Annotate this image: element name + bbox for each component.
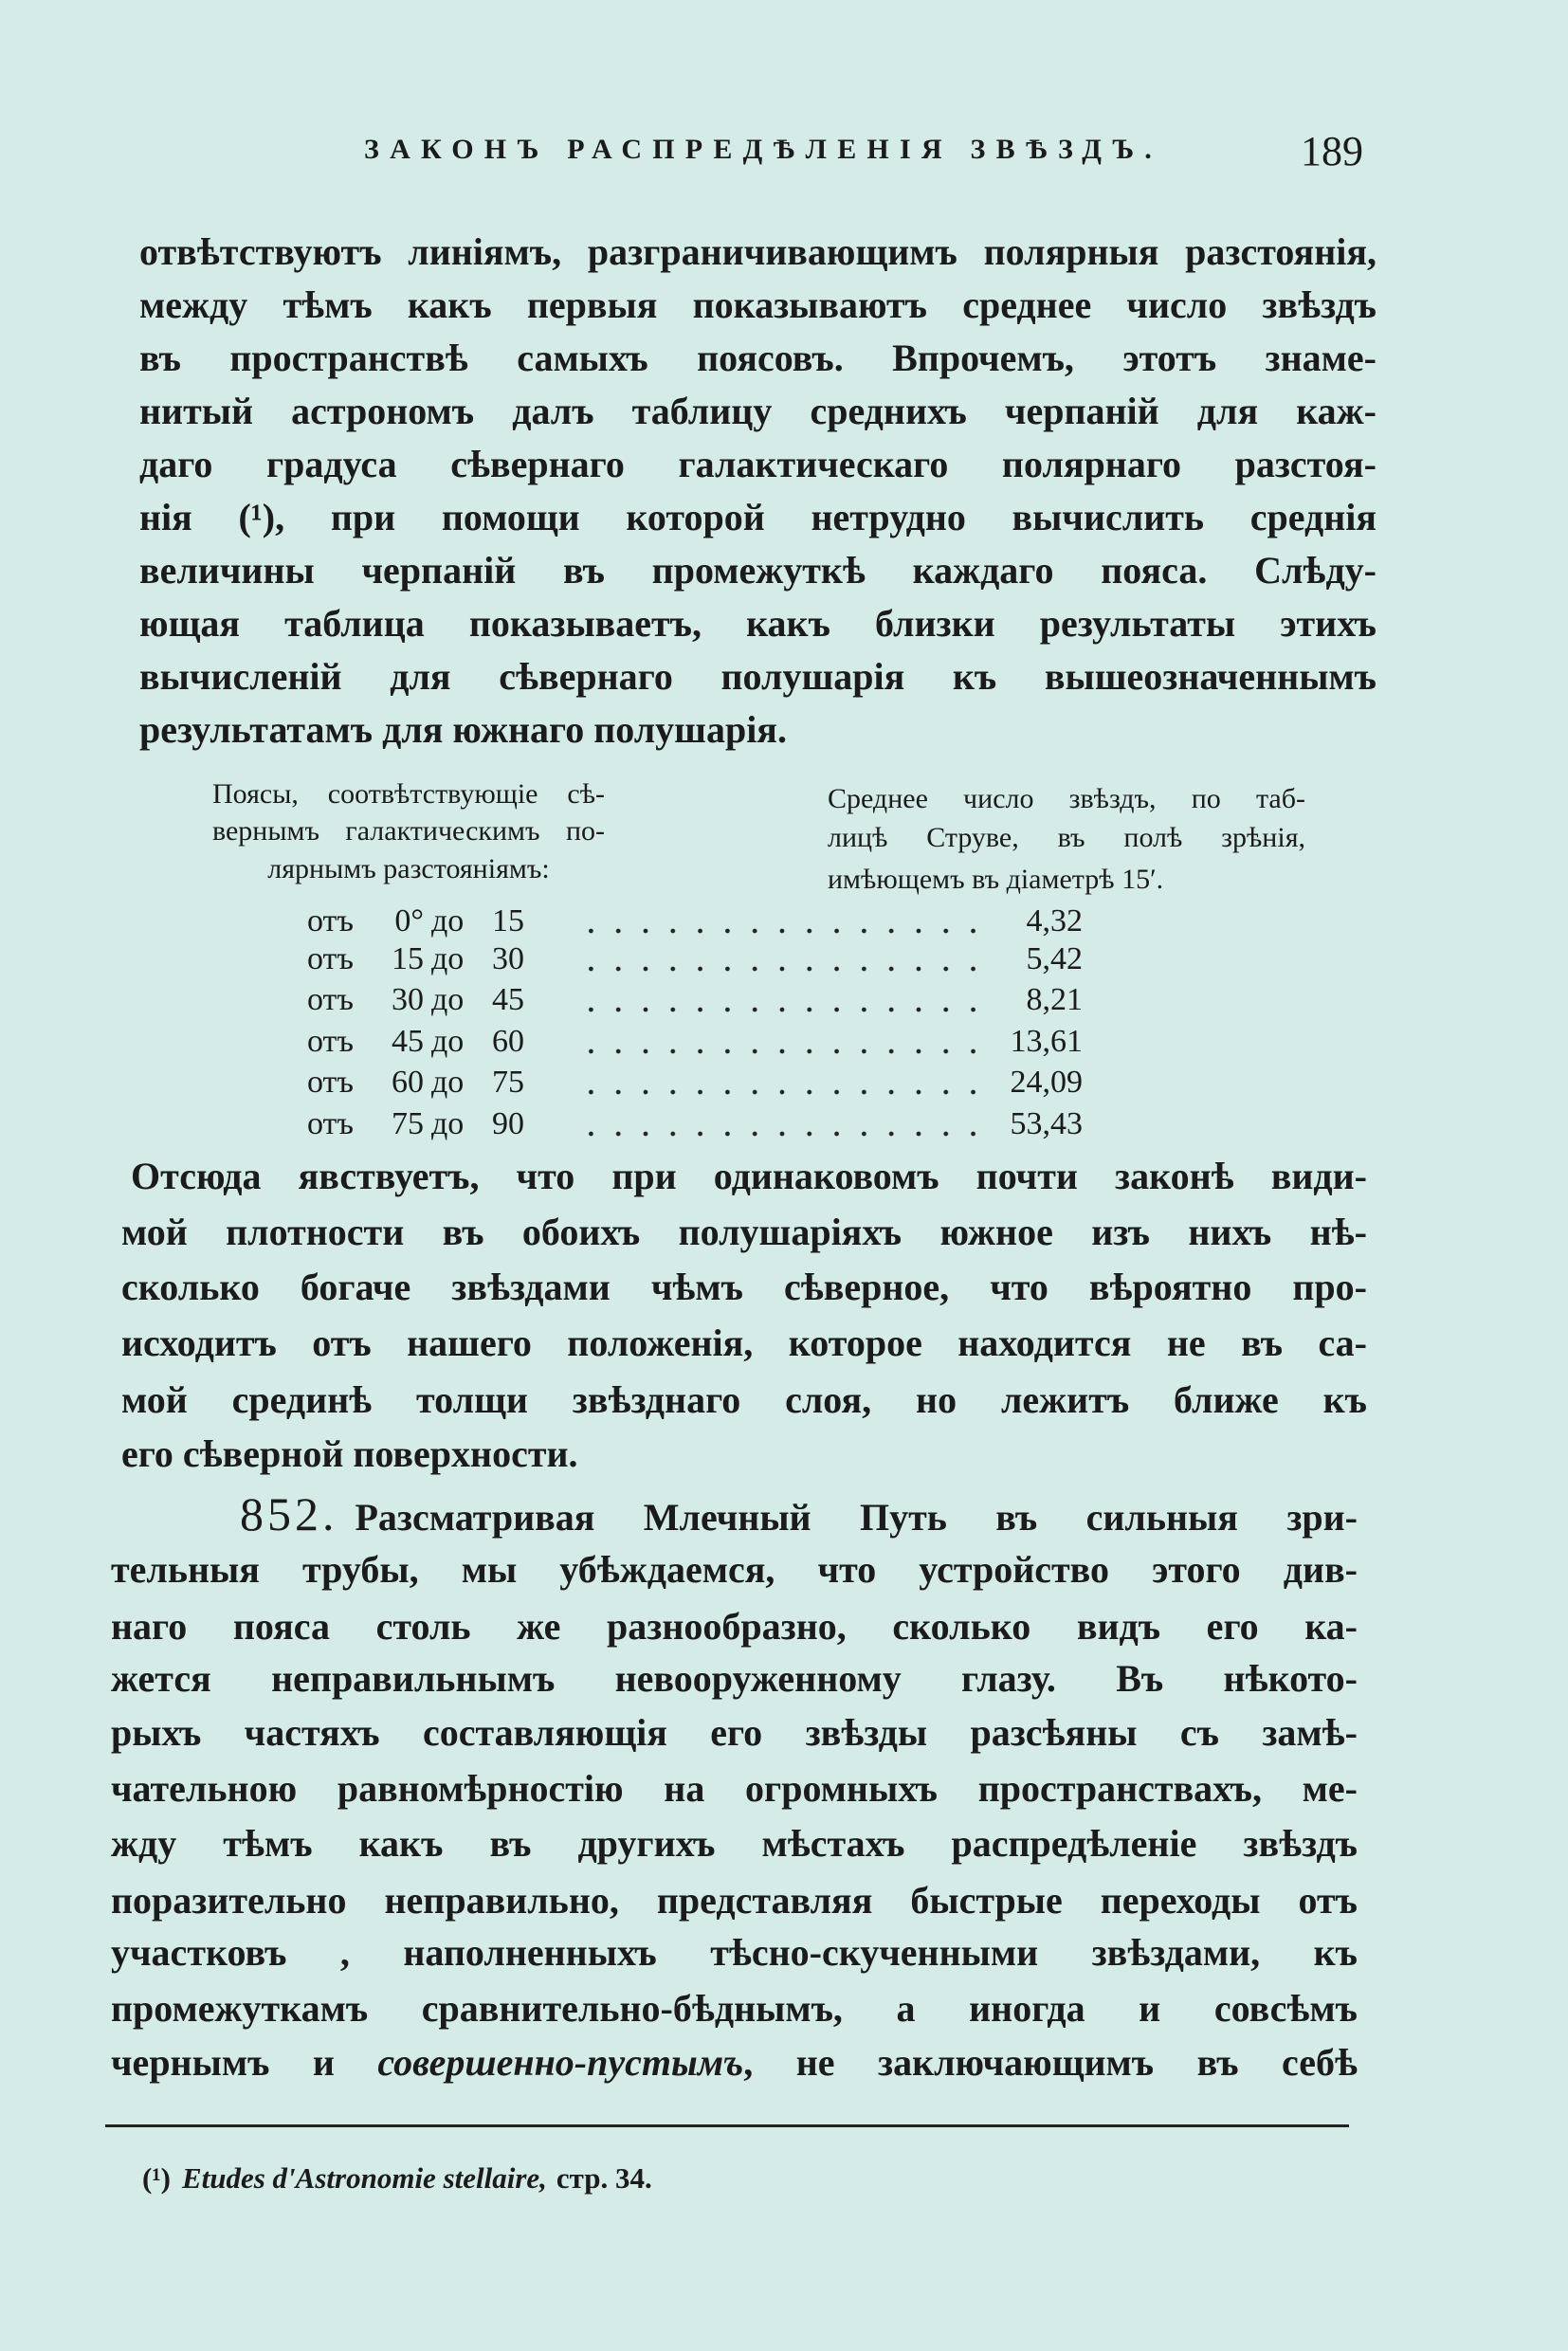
dot-leader xyxy=(577,1105,987,1143)
to-label: до xyxy=(431,1024,465,1059)
text-line: въ пространствѣ самыхъ поясовъ. Впрочемъ, этотъ знаме- xyxy=(139,337,1377,379)
running-title: ЗАКОНЪ РАСПРЕДѢЛЕНІЯ ЗВѢЗДЪ. xyxy=(364,134,1162,165)
table-row xyxy=(0,981,1568,1019)
text-line: мой плотности въ обоихъ полушаріяхъ южное изъ нихъ нѣ- xyxy=(121,1211,1367,1253)
column-header-line: лицѣ Струве, въ полѣ зрѣнія, xyxy=(828,822,1305,853)
text-line: Отсюда явствуетъ, что при одинаковомъ почти законѣ види- xyxy=(131,1155,1367,1197)
column-header-line: лярнымъ разстояніямъ: xyxy=(267,853,550,884)
text-line: нитый астрономъ далъ таблицу среднихъ черпаній для каж- xyxy=(139,390,1377,432)
from-degree: 60 xyxy=(392,1065,424,1100)
dot-leader xyxy=(577,1023,987,1061)
footnote-rule xyxy=(105,2124,1349,2127)
column-header-line: Поясы, соотвѣтствующіе сѣ- xyxy=(212,778,605,810)
dot-leader xyxy=(577,1064,987,1102)
from-degree: 15 xyxy=(392,941,424,976)
star-count-value: 13,61 xyxy=(1010,1024,1083,1059)
to-label: до xyxy=(431,1065,465,1100)
dot-leader xyxy=(577,981,987,1019)
to-label: до xyxy=(431,982,465,1017)
to-degree: 90 xyxy=(492,1106,524,1141)
text-line: ющая таблица показываетъ, какъ близки результаты этихъ xyxy=(139,602,1377,645)
dot-leader xyxy=(577,902,987,940)
to-degree: 75 xyxy=(492,1065,524,1100)
text-line: даго градуса сѣвернаго галактическаго полярнаго разстоя- xyxy=(139,443,1377,485)
running-head xyxy=(364,131,1162,169)
table-row xyxy=(0,1105,1568,1143)
text-line: жется неправильнымъ невооруженному глазу. Въ нѣкото- xyxy=(111,1657,1358,1700)
text-line: его сѣверной поверхности. xyxy=(121,1432,578,1475)
star-count-value: 4,32 xyxy=(1026,903,1083,939)
text-line: тельныя трубы, мы убѣждаемся, что устройство этого див- xyxy=(111,1548,1358,1591)
from-label: отъ xyxy=(307,903,354,939)
from-degree: 30 xyxy=(392,982,424,1017)
text-line: чернымъ и совершенно-пустымъ, не заключающимъ въ себѣ xyxy=(111,2041,1358,2084)
to-label: до xyxy=(431,1106,465,1141)
column-header-line: Среднее число звѣздъ, по таб- xyxy=(828,783,1305,814)
text-line: 852. Разсматривая Млечный Путь въ сильныя зри- xyxy=(240,1487,1358,1540)
text-line: между тѣмъ какъ первыя показываютъ среднее число звѣздъ xyxy=(139,283,1377,326)
text-line: исходитъ отъ нашего положенія, которое находится не въ са- xyxy=(121,1321,1367,1364)
star-count-value: 5,42 xyxy=(1026,941,1083,976)
from-label: отъ xyxy=(307,941,354,976)
text-line: величины черпаній въ промежуткѣ каждаго пояса. Слѣду- xyxy=(139,549,1377,592)
table-row xyxy=(0,902,1568,940)
to-label: до xyxy=(431,903,465,939)
from-degree: 45 xyxy=(392,1024,424,1059)
star-count-value: 24,09 xyxy=(1010,1065,1083,1100)
page-number: 189 xyxy=(1301,128,1363,174)
text-line: жду тѣмъ какъ въ другихъ мѣстахъ распредѣленіе звѣздъ xyxy=(111,1822,1358,1865)
text-line: рыхъ частяхъ составляющія его звѣзды разсѣяны съ замѣ- xyxy=(111,1711,1358,1754)
to-degree: 60 xyxy=(492,1024,524,1059)
to-degree: 45 xyxy=(492,982,524,1017)
to-label: до xyxy=(431,941,465,976)
star-count-value: 53,43 xyxy=(1010,1106,1083,1141)
to-degree: 15 xyxy=(492,903,524,939)
from-label: отъ xyxy=(307,1106,354,1141)
dot-leader xyxy=(577,940,987,978)
from-label: отъ xyxy=(307,1024,354,1059)
column-header-line: имѣющемъ въ діаметрѣ 15′. xyxy=(828,864,1164,895)
table-row xyxy=(0,940,1568,978)
text-line: отвѣтствуютъ линіямъ, разграничивающимъ полярныя разстоянія, xyxy=(139,230,1377,273)
text-line: мой срединѣ толщи звѣзднаго слоя, но лежитъ ближе къ xyxy=(121,1378,1367,1421)
from-label: отъ xyxy=(307,982,354,1017)
star-count-value: 8,21 xyxy=(1026,982,1083,1017)
emphasis: совершенно-пустымъ xyxy=(377,2041,744,2084)
from-degree: 0° xyxy=(394,903,424,939)
footnote-source: Etudes d'Astronomie stellaire, xyxy=(181,2161,547,2195)
text-line: наго пояса столь же разнообразно, сколько видъ его ка- xyxy=(111,1605,1358,1648)
text-line: вычисленій для сѣвернаго полушарія къ вышеозначеннымъ xyxy=(139,655,1377,698)
footnote-page-ref: стр. 34. xyxy=(556,2161,652,2195)
footnote-marker: (¹) xyxy=(142,2161,171,2195)
to-degree: 30 xyxy=(492,941,524,976)
table-row xyxy=(0,1064,1568,1102)
footnote xyxy=(142,2158,652,2199)
column-header-line: вернымъ галактическимъ по- xyxy=(212,815,605,847)
from-degree: 75 xyxy=(392,1106,424,1141)
text-line: сколько богаче звѣздами чѣмъ сѣверное, что вѣроятно про- xyxy=(121,1266,1367,1308)
text-line: участковъ , наполненныхъ тѣсно-скученными звѣздами, къ xyxy=(111,1931,1358,1974)
text-line: промежуткамъ сравнительно-бѣднымъ, а иногда и совсѣмъ xyxy=(111,1987,1358,2030)
text-line: поразительно неправильно, представляя быстрые переходы отъ xyxy=(111,1879,1358,1922)
from-label: отъ xyxy=(307,1065,354,1100)
text-line: результатамъ для южнаго полушарія. xyxy=(139,708,787,751)
table-row xyxy=(0,1023,1568,1061)
section-number: 852. xyxy=(240,1487,338,1540)
text-line: нія (¹), при помощи которой нетрудно вычислить среднія xyxy=(139,496,1377,538)
text-line: чательною равномѣрностію на огромныхъ пространствахъ, ме- xyxy=(111,1767,1358,1810)
